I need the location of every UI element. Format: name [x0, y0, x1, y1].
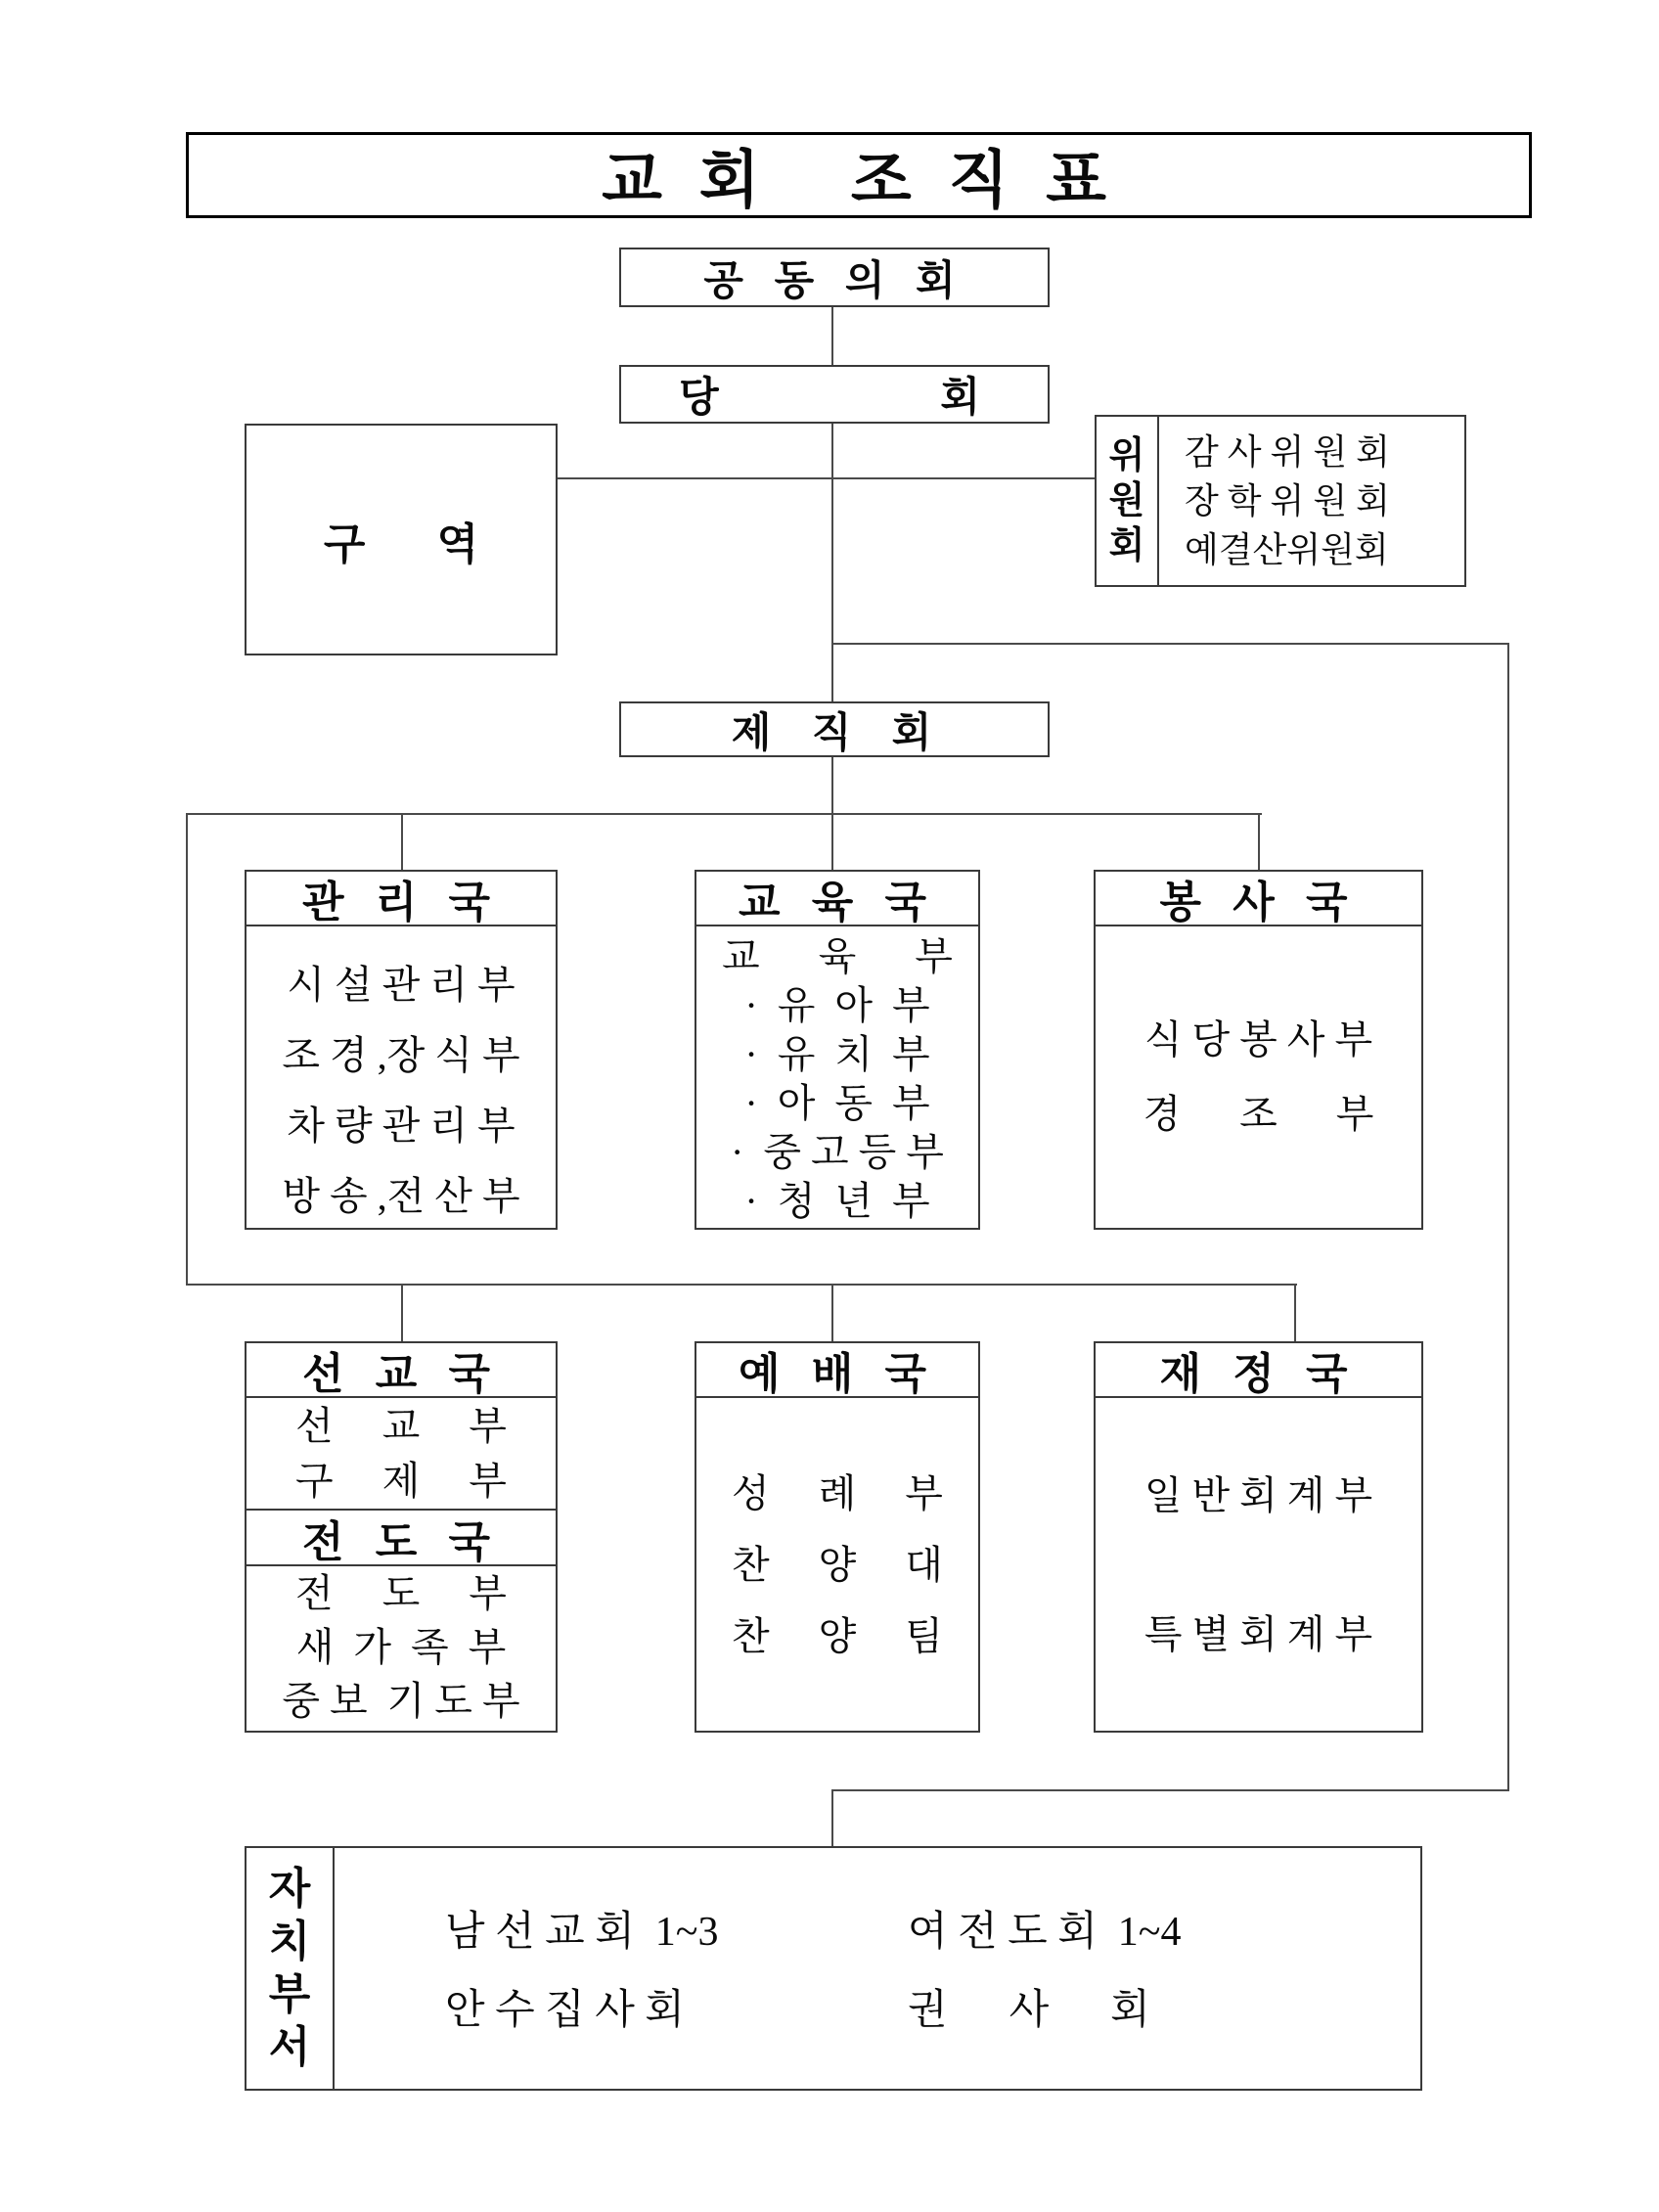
bureau-worship — [695, 1341, 980, 1733]
bureau-item: 일 반 회 계 부 — [1143, 1473, 1373, 1517]
node-officers-meeting — [619, 701, 1050, 757]
bureau-item: · 유 아 부 — [744, 983, 930, 1027]
bureau-header: 교 육 국 — [696, 872, 978, 926]
bureau-service — [1094, 870, 1423, 1230]
autonomous-item: 남 선 교 회 1~3 — [445, 1910, 719, 1955]
bureau-item: 조 경 ,장 식 부 — [282, 1033, 520, 1077]
connector-line — [186, 813, 1262, 815]
bureau-item: 경 조 부 — [1143, 1092, 1374, 1136]
bureau-item: 찬 양 대 — [732, 1542, 943, 1587]
bureau-item: 식 당 봉 사 부 — [1143, 1017, 1373, 1061]
node-district — [245, 424, 558, 655]
autonomous-item: 여 전 도 회 1~4 — [908, 1910, 1182, 1955]
connector-line — [831, 1789, 833, 1846]
node-label: 당 회 — [679, 374, 990, 420]
committee-item: 감 사 위 원 회 — [1185, 432, 1390, 472]
node-session — [619, 365, 1050, 424]
bureau-items — [247, 1566, 556, 1727]
bureau-item: · 중 고 등 부 — [731, 1130, 944, 1174]
chart-title-box — [186, 132, 1532, 218]
connector-line — [832, 643, 1509, 645]
connector-line — [558, 477, 1095, 479]
autonomous-departments — [245, 1846, 1422, 2091]
connector-line — [186, 813, 188, 1286]
committee-item: 예결산위원회 — [1185, 530, 1389, 569]
bureau-header: 봉 사 국 — [1096, 872, 1421, 926]
connector-line — [831, 1284, 833, 1341]
connector-line — [401, 813, 403, 870]
label-char: 위 — [1108, 435, 1145, 476]
bureau-item: 성 례 부 — [732, 1470, 943, 1515]
autonomous-item: 권 사 회 — [908, 1988, 1150, 2033]
bureau-items — [1096, 1400, 1421, 1731]
connector-line — [1294, 1284, 1296, 1341]
bureau-header: 전 도 국 — [247, 1511, 556, 1566]
bureau-items — [247, 1398, 556, 1511]
label-char: 서 — [268, 2023, 311, 2071]
bureau-management — [245, 870, 558, 1230]
bureau-item: 방 송 ,전 산 부 — [282, 1174, 520, 1218]
connector-line — [832, 1789, 1509, 1791]
bureau-item: · 청 년 부 — [744, 1179, 930, 1223]
node-label: 공 동 의 회 — [703, 256, 965, 303]
connector-line — [1507, 643, 1509, 1791]
bureau-items — [696, 926, 978, 1226]
bureau-item: 선 교 부 — [295, 1403, 507, 1448]
bureau-item: · 유 치 부 — [744, 1032, 930, 1076]
bureau-header: 관 리 국 — [247, 872, 556, 926]
bureau-finance — [1094, 1341, 1423, 1733]
autonomous-content — [335, 1848, 1420, 2089]
connector-line — [1258, 813, 1260, 870]
node-label: 구 역 — [323, 519, 479, 568]
bureau-items — [696, 1398, 978, 1731]
connector-line — [831, 756, 833, 814]
bureau-item: 찬 양 팀 — [732, 1613, 943, 1658]
bureau-item: 전 도 부 — [295, 1570, 507, 1615]
bureau-item: 새 가 족 부 — [295, 1624, 507, 1669]
bureau-item: 특 별 회 계 부 — [1143, 1612, 1373, 1656]
node-label: 제 직 회 — [731, 708, 938, 755]
connector-line — [401, 1284, 403, 1341]
bureau-header: 예 배 국 — [696, 1343, 978, 1398]
bureau-item: 시 설 관 리 부 — [287, 963, 516, 1007]
node-committees — [1095, 415, 1466, 587]
bureau-education — [695, 870, 980, 1230]
committee-item: 장 학 위 원 회 — [1185, 481, 1390, 520]
autonomous-item: 안 수 집 사 회 — [445, 1988, 685, 2033]
connector-line — [186, 1284, 1297, 1286]
committee-vertical-label — [1097, 417, 1159, 585]
connector-line — [831, 424, 833, 701]
label-char: 자 — [268, 1865, 311, 1913]
committee-list — [1159, 417, 1464, 585]
label-char: 치 — [268, 1918, 311, 1965]
label-char: 부 — [268, 1970, 311, 2018]
bureau-item: 차 량 관 리 부 — [287, 1104, 516, 1148]
bureau-item: 구 제 부 — [295, 1458, 507, 1503]
bureau-items — [1096, 926, 1421, 1228]
bureau-items — [247, 926, 556, 1232]
bureau-item: · 아 동 부 — [744, 1081, 930, 1125]
connector-line — [831, 813, 833, 870]
bureau-mission-evangelism — [245, 1341, 558, 1733]
bureau-item: 교 육 부 — [722, 934, 953, 978]
connector-line — [831, 307, 833, 365]
node-congregational-assembly — [619, 248, 1050, 307]
autonomous-vertical-label — [247, 1848, 335, 2089]
label-char: 회 — [1108, 525, 1145, 566]
bureau-header: 재 정 국 — [1096, 1343, 1421, 1398]
chart-title: 교 회 조 직 표 — [602, 145, 1116, 215]
bureau-header: 선 교 국 — [247, 1343, 556, 1398]
label-char: 원 — [1108, 480, 1145, 521]
bureau-item: 중 보 기 도 부 — [282, 1678, 520, 1723]
